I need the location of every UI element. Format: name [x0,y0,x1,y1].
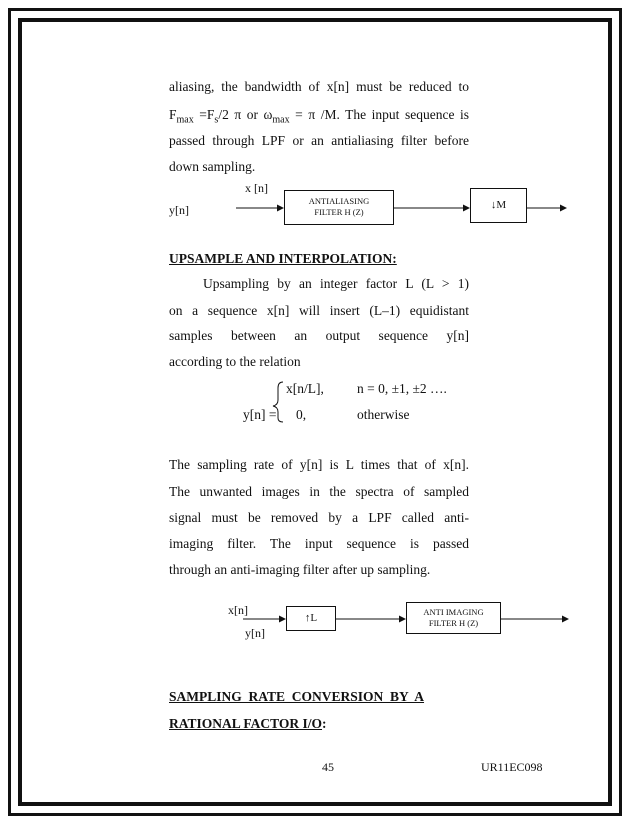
section1-line3: samples between an output sequence y[n] [169,328,469,343]
paragraph1-line4: down sampling. [169,159,256,174]
paragraph1-line3: passed through LPF or an antialiasing filter before [169,133,469,148]
diagram1-output-label: y[n] [169,203,189,217]
equation-case2-cond: otherwise [357,407,410,422]
paragraph2-line3: signal must be removed by a LPF called anti- [169,510,469,525]
diagram2-input-label: x[n] [228,603,248,617]
paragraph1-line2: $F_{max} =F_s/2$ π or $\omega_{max} = \pi$ /M. The input sequence is [169,107,469,126]
section1-line2: on a sequence x[n] will insert (L–1) equidistant [169,303,469,318]
equation-case1-cond: n = 0, ±1, ±2 …. [357,381,447,396]
paragraph2-line4: imaging filter. The input sequence is passed [169,536,469,551]
equation-case2-expr: 0, [296,407,307,422]
paragraph2-line5: through an anti-imaging filter after up sampling. [169,562,431,577]
equation-brace [273,382,283,422]
antialiasing-filter-label-2: FILTER H (Z) [314,207,364,217]
sampling-rate-heading-line2: RATIONAL FACTOR I/O: [169,716,327,731]
paragraph2-line2: The unwanted images in the spectra of sampled [169,484,469,499]
upsampler-box: ↑L [286,606,336,631]
paragraph2-line1: The sampling rate of y[n] is L times that of x[n]. [169,457,469,472]
upsample-heading: UPSAMPLE AND INTERPOLATION: [169,251,397,266]
roll-number: UR11EC098 [481,760,543,774]
page-number: 45 [322,760,334,774]
equation-lhs: y[n] = [243,407,277,422]
section1-line1: Upsampling by an integer factor L (L > 1) [203,276,469,291]
sampling-rate-heading-line1: SAMPLING RATE CONVERSION BY A [169,689,425,704]
paragraph1-line1: aliasing, the bandwidth of x[n] must be reduced to [169,79,469,94]
section1-line4: according to the relation [169,354,301,369]
antialiasing-filter-label-1: ANTIALIASING [308,196,370,206]
anti-imaging-filter-label-2: FILTER H (Z) [428,618,479,628]
anti-imaging-filter-label-1: ANTI IMAGING [423,607,484,617]
diagram1-input-label: x [n] [245,181,268,195]
decimator-box: ↓M [470,188,527,223]
diagram2-output-label: y[n] [245,626,265,640]
equation-case1-expr: x[n/L], [286,381,324,396]
